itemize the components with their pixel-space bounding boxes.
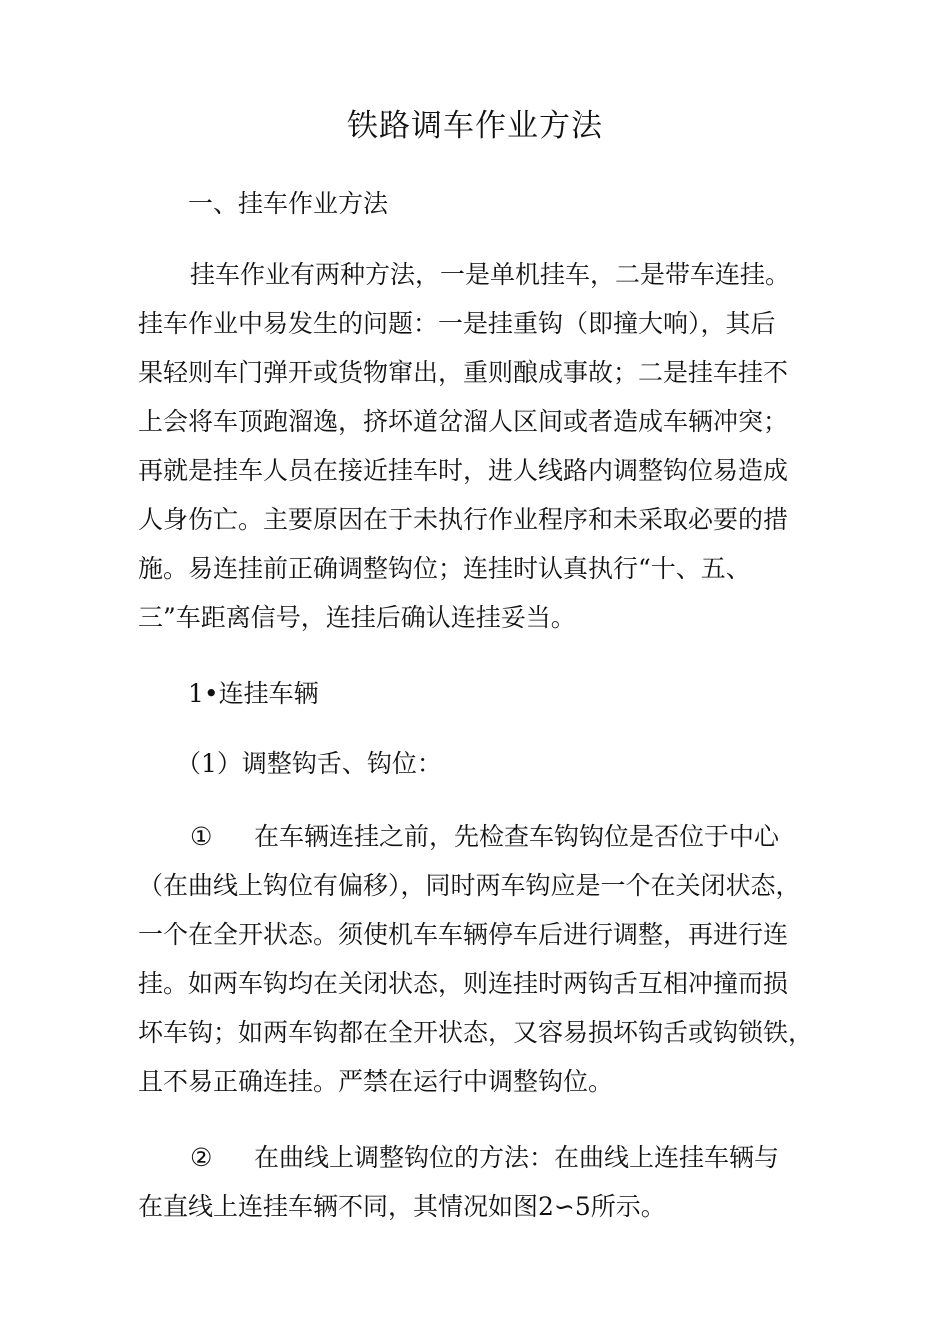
paragraph-line: 挂车作业有两种方法，一是单机挂车，二是带车连挂。 [190,260,791,289]
document-title: 铁路调车作业方法 [347,108,603,144]
paragraph-line: 在直线上连挂车辆不同，其情况如图2∽5所示。 [138,1192,666,1221]
paragraph-line [138,812,818,861]
paragraph-line [138,1133,818,1182]
paragraph-line: 挂。如两车钩均在关闭状态，则连挂时两钩舌互相冲撞而损 [138,969,789,998]
paragraph-line: 且不易正确连挂。严禁在运行中调整钩位。 [138,1067,614,1096]
paragraph-line: 再就是挂车人员在接近挂车时，进人线路内调整钩位易造成 [138,456,789,485]
item-text: 在曲线上调整钩位的方法：在曲线上连挂车辆与 [254,1143,780,1172]
sub-heading-coupling-vehicles: 1•连挂车辆 [188,679,319,708]
paragraph-line: （在曲线上钩位有偏移），同时两车钩应是一个在关闭状态， [138,871,801,900]
paragraph-line: 一个在全开状态。须使机车车辆停车后进行调整，再进行连 [138,920,789,949]
paragraph-line: 三”车距离信号，连挂后确认连挂妥当。 [138,603,576,632]
item-marker-2: ② [190,1143,213,1172]
paragraph-item-2 [138,1133,818,1231]
paragraph-line: 坏车钩；如两车钩都在全开状态，又容易损坏钩舌或钩锁铁， [138,1018,814,1047]
paragraph-hitching-overview [138,250,818,642]
paragraph-line: 果轻则车门弹开或货物窜出，重则酿成事故；二是挂车挂不 [138,358,789,387]
item-marker-1: ① [190,822,213,851]
paragraph-line: 人身伤亡。主要原因在于未执行作业程序和未采取必要的措 [138,505,789,534]
paragraph-line: 施。易连挂前正确调整钩位；连挂时认真执行“十、五、 [138,554,751,583]
item-text: 在车辆连挂之前，先检查车钩钩位是否位于中心 [254,822,780,851]
section-heading-hitching-method: 一、挂车作业方法 [188,189,389,218]
paragraph-line: 挂车作业中易发生的问题：一是挂重钩（即撞大响），其后 [138,309,776,338]
sub-heading-adjust-knuckle: （1）调整钩舌、钩位： [176,749,442,778]
paragraph-line: 上会将车顶跑溜逸，挤坏道岔溜人区间或者造成车辆冲突； [138,407,789,436]
paragraph-item-1 [138,812,818,1106]
